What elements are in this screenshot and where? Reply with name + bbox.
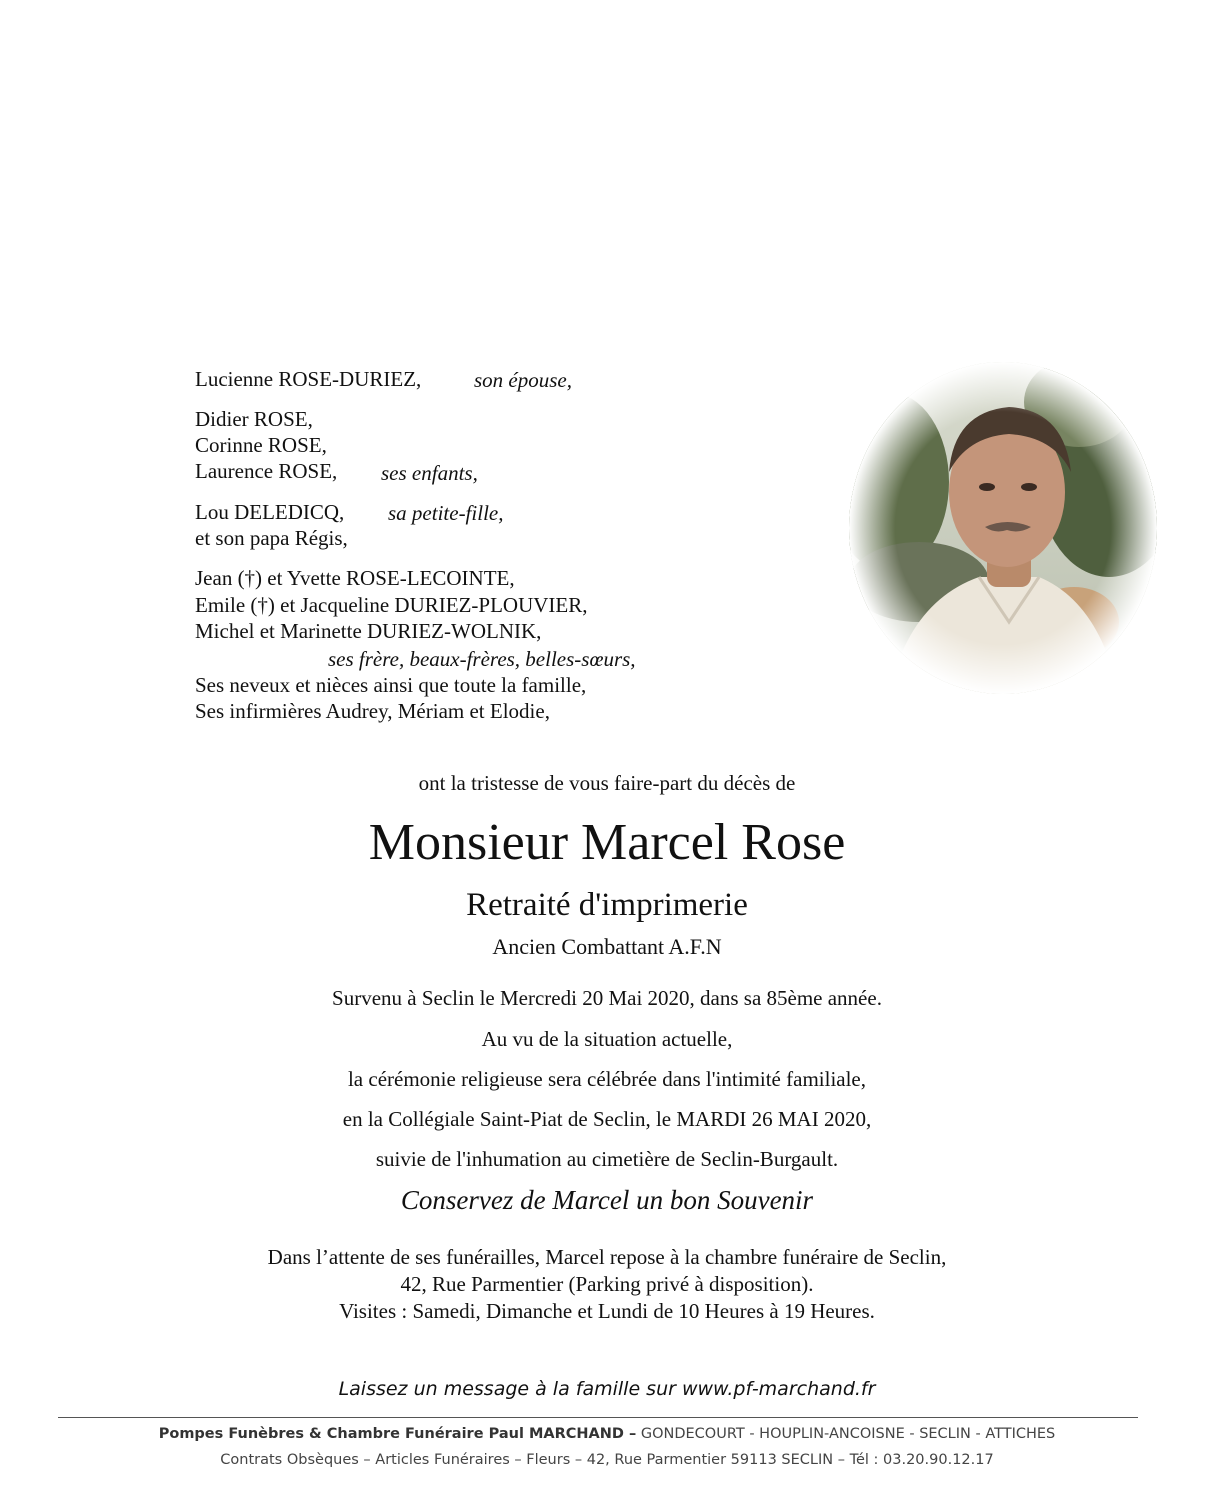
child-2: Corinne ROSE, — [195, 433, 327, 457]
ceremony-line-1: Au vu de la situation actuelle, — [481, 1027, 733, 1051]
spouse-role: son épouse, — [474, 368, 572, 392]
child-3: Laurence ROSE, — [195, 459, 338, 483]
deceased-name: Monsieur Marcel Rose — [368, 814, 846, 871]
distinction: Ancien Combattant A.F.N — [492, 934, 722, 959]
footer-locations: GONDECOURT - HOUPLIN-ANCOISNE - SECLIN - ATTICHES — [636, 1426, 1056, 1442]
granddaughter-role: sa petite-fille, — [388, 501, 504, 525]
siblings-role: ses frère, beaux-frères, belles-sœurs, — [328, 647, 636, 671]
spouse-name: Lucienne ROSE-DURIEZ, — [195, 367, 422, 391]
nurses: Ses infirmières Audrey, Mériam et Elodie, — [195, 699, 550, 723]
spouse-line — [195, 366, 421, 392]
granddaughter-father: et son papa Régis, — [195, 526, 348, 550]
extended-family: Ses neveux et nièces ainsi que toute la famille, — [195, 673, 587, 697]
sibling-2: Emile (†) et Jacqueline DURIEZ-PLOUVIER, — [195, 593, 588, 617]
footer-services: Contrats Obsèques – Articles Funéraires – Fleurs – 42, Rue Parmentier 59113 SECLIN – Tél : 03.20.90.12.17 — [220, 1452, 994, 1468]
footer-company-line — [0, 1426, 1214, 1442]
sibling-3: Michel et Marinette DURIEZ-WOLNIK, — [195, 619, 542, 643]
portrait-photo — [849, 362, 1157, 694]
message-link[interactable]: Laissez un message à la famille sur www.pf-marchand.fr — [338, 1378, 876, 1400]
rest-line-2: 42, Rue Parmentier (Parking privé à disposition). — [400, 1272, 814, 1296]
ceremony-line-4: suivie de l'inhumation au cimetière de Seclin-Burgault. — [375, 1147, 839, 1171]
sibling-1: Jean (†) et Yvette ROSE-LECOINTE, — [195, 566, 515, 590]
visits: Visites : Samedi, Dimanche et Lundi de 10 Heures à 19 Heures. — [339, 1299, 875, 1323]
ceremony-line-2: la cérémonie religieuse sera célébrée dans l'intimité familiale, — [347, 1067, 867, 1091]
occupation: Retraité d'imprimerie — [466, 887, 748, 923]
children-role: ses enfants, — [381, 461, 478, 485]
footer-divider — [58, 1417, 1138, 1418]
ceremony-line-3: en la Collégiale Saint-Piat de Seclin, le MARDI 26 MAI 2020, — [342, 1107, 872, 1131]
announcement-intro: ont la tristesse de vous faire-part du décès de — [418, 771, 796, 795]
footer-company: Pompes Funèbres & Chambre Funéraire Paul MARCHAND – — [158, 1426, 637, 1442]
child-1: Didier ROSE, — [195, 407, 313, 431]
remembrance: Conservez de Marcel un bon Souvenir — [400, 1185, 814, 1215]
death-info: Survenu à Seclin le Mercredi 20 Mai 2020, dans sa 85ème année. — [332, 986, 882, 1010]
granddaughter: Lou DELEDICQ, — [195, 500, 345, 524]
rest-line-1: Dans l’attente de ses funérailles, Marcel repose à la chambre funéraire de Seclin, — [267, 1245, 947, 1269]
